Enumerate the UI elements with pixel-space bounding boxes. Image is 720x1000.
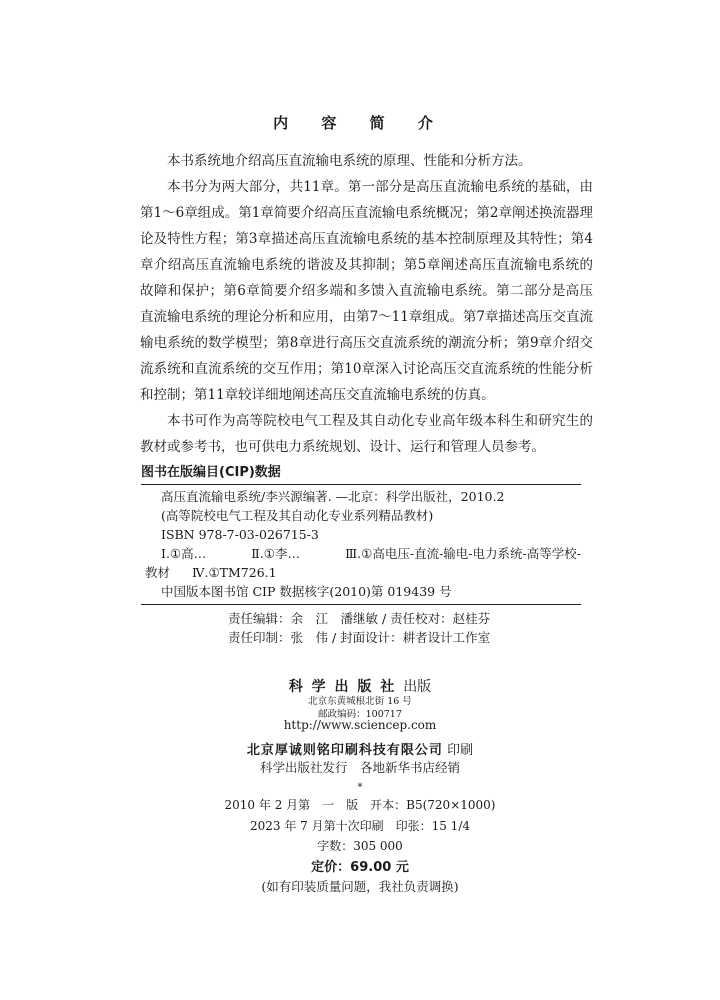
cip-bottom-rule <box>141 604 581 605</box>
printer-suffix: 印刷 <box>447 743 474 758</box>
cip-isbn: ISBN 978-7-03-026715-3 <box>161 527 319 542</box>
publisher-name-suffix: 出版 <box>403 679 432 695</box>
cip-record: 中国版本图书馆 CIP 数据核字(2010)第 019439 号 <box>161 584 452 599</box>
cip-class-d: 教材 <box>145 565 171 580</box>
word-count: 字数：305 000 <box>317 839 403 853</box>
cip-top-rule <box>141 484 581 485</box>
cip-classification <box>145 544 581 563</box>
publisher-name <box>0 676 720 696</box>
cip-line-series: (高等院校电气工程及其自动化专业系列精品教材) <box>161 508 434 523</box>
cip-block <box>145 487 581 601</box>
distribution-line: 科学出版社发行 各地新华书店经销 <box>259 760 460 775</box>
credits-production: 责任印制：张 伟 / 封面设计：耕者设计工作室 <box>228 630 491 645</box>
cip-class-c: Ⅲ.①高电压-直流-输电-电力系统-高等学校- <box>345 546 581 561</box>
intro-paragraph-1: 本书系统地介绍高压直流输电系统的原理、性能和分析方法。 <box>167 153 532 169</box>
quality-note: (如有印装质量问题，我社负责调换) <box>261 879 459 894</box>
intro-paragraph-2: 本书分为两大部分，共11章。第一部分是高压直流输电系统的基础，由第1～6章组成。第1章简要介绍高压直流输电系统概况；第2章阐述换流器理论及特性方程；第3章描述高压直流输电系统的基本控制原理及其特性；第4章介绍高压直流输电系统的谐波及其抑制；第5章阐述高压直流输电系统的故障和保护；第6章简要介绍多端和多馈入直流输电系统。第二部分是高压直流输电系统的理论分析和应用，由第7～11章组成。第7章描述高压交直流输电系统的数学模型；第8章进行高压交直流系统的潮流分析；第9章介绍交流系统和直流系统的交互作用；第10章深入讨论高压交直流系统的性能分析和控制；第11章较详细地阐述高压交直流输电系统的仿真。 <box>140 179 593 403</box>
cip-class-a: Ⅰ.①高… <box>161 546 207 561</box>
cip-class-b: Ⅱ.①李… <box>251 546 300 561</box>
publisher-zipcode: 邮政编码：100717 <box>318 709 402 720</box>
edition-line: 2010 年 2 月第 一 版 开本：B5(720×1000) <box>224 798 496 812</box>
intro-paragraph-3: 本书可作为高等院校电气工程及其自动化专业高年级本科生和研究生的教材或参考书，也可供电力系统规划、设计、运行和管理人员参考。 <box>140 413 593 455</box>
cip-classification-cont <box>145 563 581 582</box>
publisher-address: 北京东黄城根北街 16 号 <box>308 696 412 707</box>
cip-heading: 图书在版编目(CIP)数据 <box>141 465 281 480</box>
intro-text <box>140 148 593 460</box>
price: 定价：69.00 元 <box>311 860 409 875</box>
credits <box>228 609 490 647</box>
section-title: 内 容 简 介 <box>273 114 447 132</box>
publisher-website: http://www.sciencep.com <box>283 718 437 732</box>
credits-editors: 责任编辑：余 江 潘继敏 / 责任校对：赵桂芬 <box>228 611 491 626</box>
publisher-logo-text: 科 学 出 版 社 <box>288 679 397 695</box>
printer-line <box>0 739 720 758</box>
cip-line-title: 高压直流输电系统/李兴源编著. —北京：科学出版社，2010.2 <box>161 489 505 504</box>
cip-class-e: Ⅳ.①TM726.1 <box>191 565 277 580</box>
separator-star: * <box>357 782 363 793</box>
printing-line: 2023 年 7 月第十次印刷 印张：15 1/4 <box>249 819 470 833</box>
printer-name: 北京厚诚则铭印刷科技有限公司 <box>246 743 443 758</box>
